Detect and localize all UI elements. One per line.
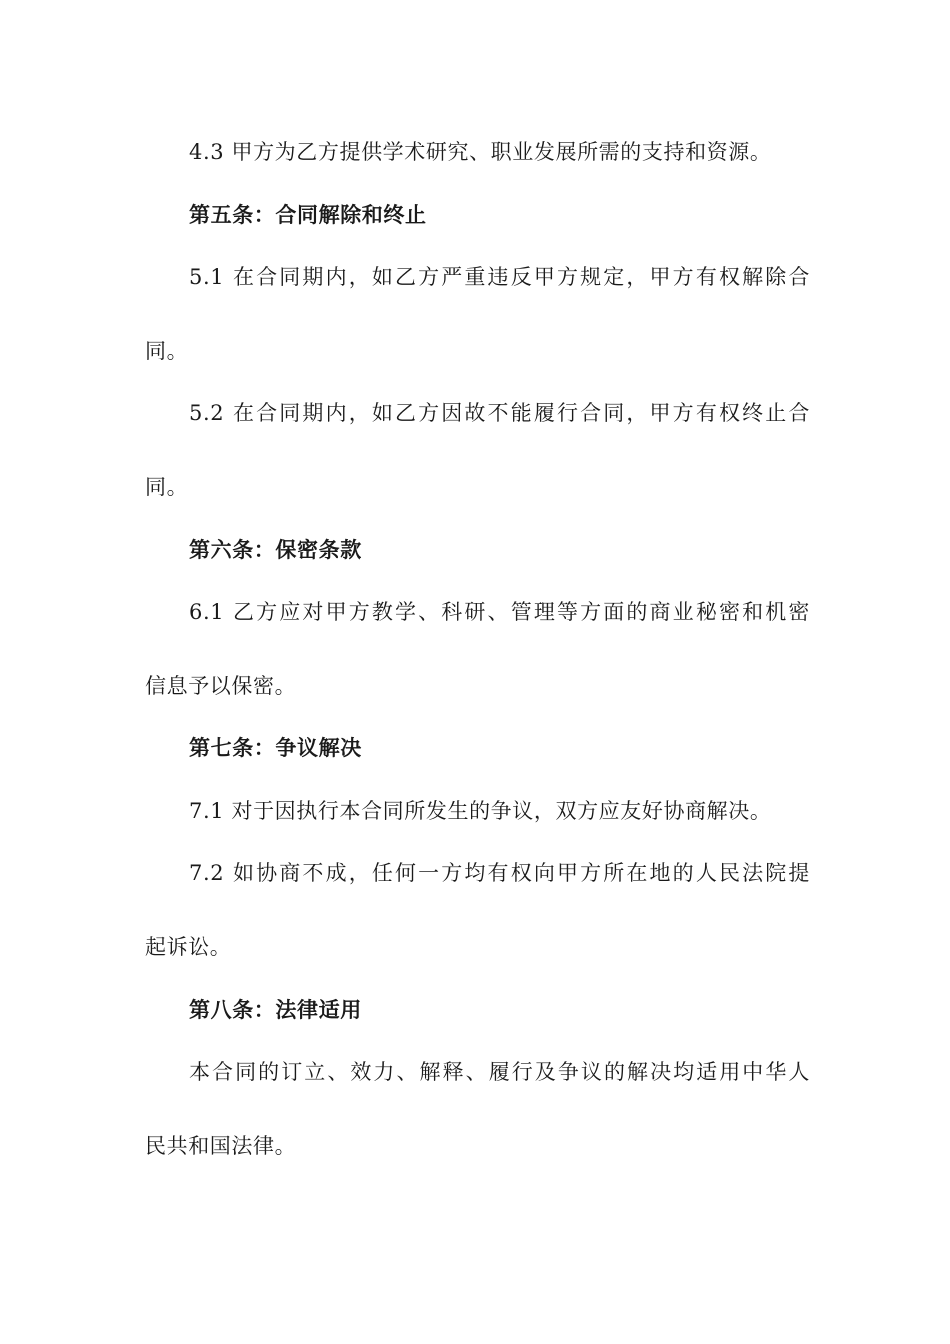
article-6-heading: 第六条：保密条款 — [189, 537, 362, 562]
clause-5-1-line-2: 同。 — [145, 339, 189, 363]
clause-7-2-line-1: 7.2 如协商不成，任何一方均有权向甲方所在地的人民法院提 — [189, 861, 810, 885]
article-8-text-line-2: 民共和国法律。 — [145, 1134, 297, 1158]
clause-5-2-line-2: 同。 — [145, 475, 189, 499]
clause-4-3: 4.3 甲方为乙方提供学术研究、职业发展所需的支持和资源。 — [189, 140, 772, 164]
clause-7-2-line-2: 起诉讼。 — [145, 935, 232, 959]
article-8-heading: 第八条：法律适用 — [189, 997, 362, 1022]
clause-5-2-line-1: 5.2 在合同期内，如乙方因故不能履行合同，甲方有权终止合 — [189, 401, 810, 425]
article-8-text-line-1: 本合同的订立、效力、解释、履行及争议的解决均适用中华人 — [189, 1060, 810, 1084]
clause-5-1-line-1: 5.1 在合同期内，如乙方严重违反甲方规定，甲方有权解除合 — [189, 265, 810, 289]
clause-7-1: 7.1 对于因执行本合同所发生的争议，双方应友好协商解决。 — [189, 799, 772, 823]
article-7-heading: 第七条：争议解决 — [189, 735, 362, 760]
article-5-heading: 第五条：合同解除和终止 — [189, 202, 427, 227]
clause-6-1-line-2: 信息予以保密。 — [145, 674, 297, 698]
clause-6-1-line-1: 6.1 乙方应对甲方教学、科研、管理等方面的商业秘密和机密 — [189, 600, 810, 624]
